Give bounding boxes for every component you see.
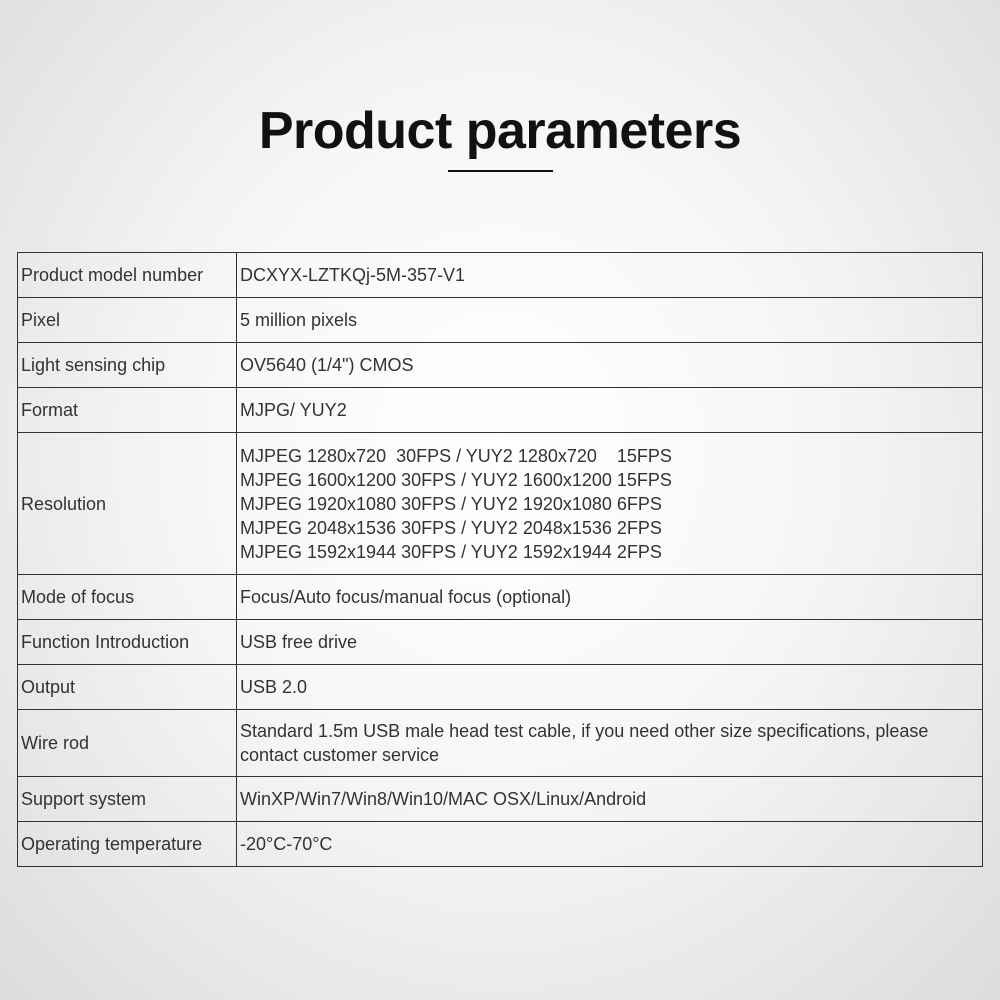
resolution-line: MJPEG 1592x1944 30FPS / YUY2 1592x1944 2FPS bbox=[240, 541, 662, 562]
row-label-output: Output bbox=[18, 665, 237, 710]
table-row bbox=[18, 343, 983, 388]
table-row bbox=[18, 253, 983, 298]
table-row bbox=[18, 388, 983, 433]
row-value-output: USB 2.0 bbox=[237, 665, 983, 710]
row-label-chip: Light sensing chip bbox=[18, 343, 237, 388]
resolution-line: MJPEG 1600x1200 30FPS / YUY2 1600x1200 15FPS bbox=[240, 469, 672, 490]
row-value-format: MJPG/ YUY2 bbox=[237, 388, 983, 433]
title-underline bbox=[448, 170, 553, 172]
table-row bbox=[18, 575, 983, 620]
row-value-support: WinXP/Win7/Win8/Win10/MAC OSX/Linux/Android bbox=[237, 777, 983, 822]
resolution-line: MJPEG 1280x720 30FPS / YUY2 1280x720 15FPS bbox=[240, 445, 672, 466]
table-row bbox=[18, 777, 983, 822]
row-value-resolution bbox=[237, 433, 983, 575]
row-label-function: Function Introduction bbox=[18, 620, 237, 665]
table-row bbox=[18, 822, 983, 867]
wire-line: Standard 1.5m USB male head test cable, if you need other size specifications, please bbox=[240, 721, 929, 741]
row-label-resolution: Resolution bbox=[18, 433, 237, 575]
row-value-pixel: 5 million pixels bbox=[237, 298, 983, 343]
table-row bbox=[18, 665, 983, 710]
row-label-format: Format bbox=[18, 388, 237, 433]
table-row bbox=[18, 620, 983, 665]
row-value-function: USB free drive bbox=[237, 620, 983, 665]
row-label-pixel: Pixel bbox=[18, 298, 237, 343]
wire-line: contact customer service bbox=[240, 745, 440, 765]
table-row bbox=[18, 710, 983, 777]
row-value-focus: Focus/Auto focus/manual focus (optional) bbox=[237, 575, 983, 620]
row-value-model: DCXYX-LZTKQj-5M-357-V1 bbox=[237, 253, 983, 298]
row-label-wire: Wire rod bbox=[18, 710, 237, 777]
row-label-focus: Mode of focus bbox=[18, 575, 237, 620]
parameters-table bbox=[17, 252, 983, 867]
resolution-line: MJPEG 1920x1080 30FPS / YUY2 1920x1080 6FPS bbox=[240, 493, 662, 514]
table-row bbox=[18, 433, 983, 575]
row-label-model: Product model number bbox=[18, 253, 237, 298]
resolution-line: MJPEG 2048x1536 30FPS / YUY2 2048x1536 2FPS bbox=[240, 517, 662, 538]
row-label-temperature: Operating temperature bbox=[18, 822, 237, 867]
row-value-chip: OV5640 (1/4") CMOS bbox=[237, 343, 983, 388]
row-value-temperature: -20°C-70°C bbox=[237, 822, 983, 867]
row-label-support: Support system bbox=[18, 777, 237, 822]
table-row bbox=[18, 298, 983, 343]
page-title: Product parameters bbox=[258, 102, 742, 160]
row-value-wire bbox=[237, 710, 983, 777]
